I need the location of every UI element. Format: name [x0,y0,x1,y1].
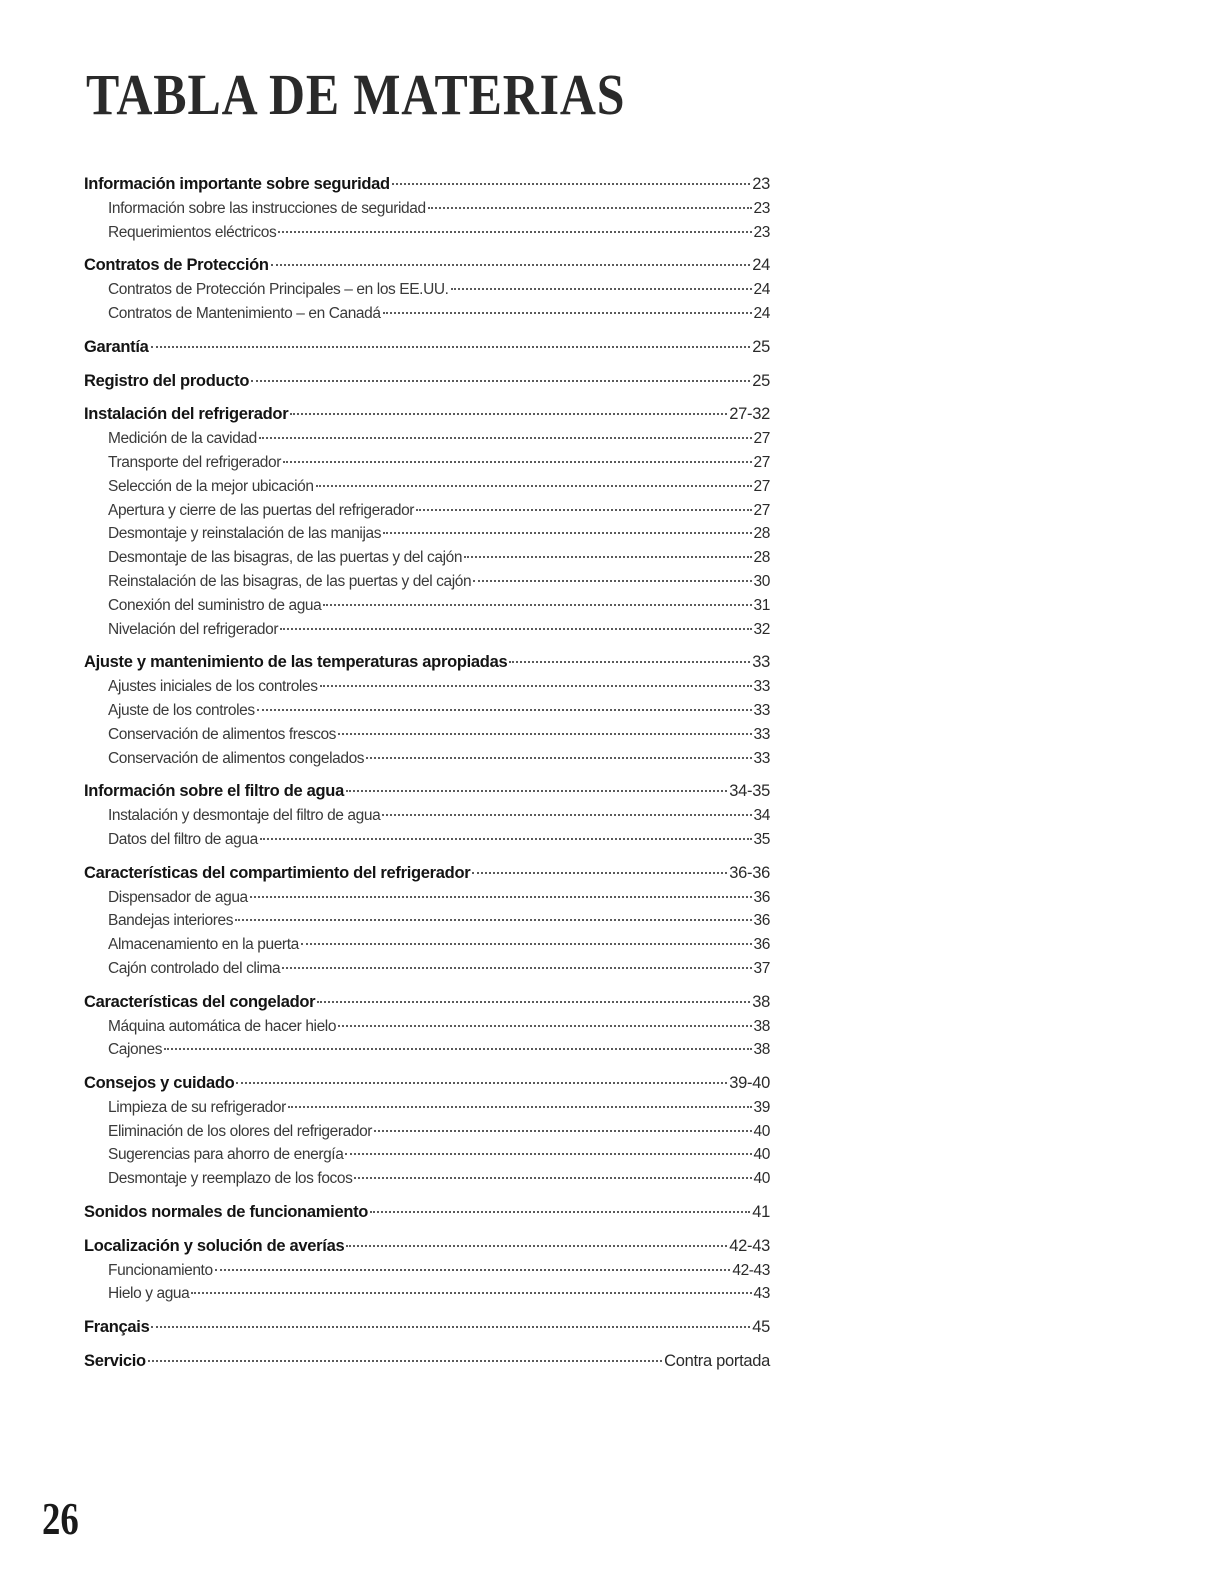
toc-section [84,370,770,394]
toc-subentry-label: Conservación de alimentos congelados [108,749,365,767]
toc-entry[interactable] [84,1201,770,1225]
toc-section [84,1316,770,1340]
toc-subentry[interactable] [84,886,770,910]
toc-subentry-label: Medición de la cavidad [108,430,257,448]
toc-page-number: 34 [753,807,770,825]
toc-page-number: 32 [753,620,770,638]
toc-subentry-label: Apertura y cierre de las puertas del refrigerador [108,501,415,519]
toc-subentry-label: Instalación y desmontaje del filtro de agua [108,807,381,825]
toc-page-number: 36-36 [729,863,770,882]
toc-page-number: 27 [753,453,770,471]
toc-subentry-label: Dispensador de agua [108,888,248,906]
toc-subentry[interactable] [84,546,770,570]
toc-page-number: 24 [753,281,770,299]
toc-page-number: 31 [753,596,770,614]
dot-leader [472,872,727,874]
toc-subentry-label: Desmontaje y reinstalación de las manijas [108,525,382,543]
toc-subentry-label: Hielo y agua [108,1285,190,1303]
toc-page-number: 27 [753,501,770,519]
toc-subentry[interactable] [84,221,770,245]
toc-page-number: 36 [753,936,770,954]
toc-subentry-label: Nivelación del refrigerador [108,620,279,638]
toc-page-number: 28 [753,549,770,567]
toc-subentry-label: Reinstalación de las bisagras, de las puertas y del cajón [108,572,472,590]
dot-leader [290,413,727,415]
dot-leader [346,1245,727,1247]
toc-entry-label: Información sobre el filtro de agua [84,782,344,801]
toc-page-number: 38 [753,1041,770,1059]
toc-subentry[interactable] [84,1038,770,1062]
toc-entry-label: Características del congelador [84,992,316,1011]
toc-subentry-label: Conservación de alimentos frescos [108,725,337,743]
dot-leader [251,380,750,382]
toc-page-number: 25 [752,371,770,390]
toc-subentry-label: Cajones [108,1041,163,1059]
dot-leader [283,461,752,463]
toc-page-number: 33 [753,701,770,719]
dot-leader [151,346,751,348]
dot-leader [366,757,751,759]
toc-page-number: 41 [752,1203,770,1222]
toc-entry-label: Registro del producto [84,371,250,390]
toc-subentry-label: Cajón controlado del clima [108,959,281,977]
toc-page-number: 43 [753,1285,770,1303]
toc-subentry[interactable] [84,909,770,933]
toc-page-number: 28 [753,525,770,543]
toc-entry-label: Contratos de Protección [84,256,269,275]
toc-page-number: 40 [753,1170,770,1188]
toc-page-number: 30 [753,572,770,590]
dot-leader [509,661,750,663]
toc-section [84,991,770,1062]
toc-entry[interactable] [84,370,770,394]
dot-leader [451,288,752,290]
toc-entry-label: Localización y solución de averías [84,1236,345,1255]
toc-page-number: 27 [753,430,770,448]
dot-leader [280,628,751,630]
toc-page-number: 40 [753,1146,770,1164]
toc-page-number: 25 [752,337,770,356]
dot-leader [464,556,751,558]
toc-page-number: 36 [753,888,770,906]
toc-subentry[interactable] [84,723,770,747]
toc-page-number: 24 [752,256,770,275]
toc-entry-label: Instalación del refrigerador [84,405,289,424]
toc-subentry[interactable] [84,499,770,523]
toc-page-number: 33 [753,749,770,767]
toc-page-number: 42-43 [729,1236,770,1255]
toc-subentry[interactable] [84,451,770,475]
toc-subentry[interactable] [84,1282,770,1306]
toc-subentry[interactable] [84,427,770,451]
dot-leader [257,709,752,711]
toc-subentry-label: Máquina automática de hacer hielo [108,1017,337,1035]
dot-leader [236,1082,727,1084]
dot-leader [374,1130,751,1132]
dot-leader [316,485,752,487]
toc-entry[interactable] [84,651,770,675]
toc-entry[interactable] [84,336,770,360]
dot-leader [259,437,752,439]
toc-subentry-label: Almacenamiento en la puerta [108,936,299,954]
toc-section [84,1072,770,1191]
toc-entry-label: Características del compartimiento del refrigerador [84,863,471,882]
toc-entry[interactable] [84,991,770,1015]
dot-leader [317,1001,750,1003]
toc-section [84,862,770,981]
toc-page-number: 33 [753,678,770,696]
toc-subentry[interactable] [84,828,770,852]
toc-subentry-label: Datos del filtro de agua [108,830,258,848]
dot-leader [250,896,752,898]
toc-section [84,651,770,770]
dot-leader [392,183,750,185]
toc-page-number: 38 [752,992,770,1011]
toc-subentry-label: Desmontaje de las bisagras, de las puertas y del cajón [108,549,463,567]
dot-leader [288,1106,752,1108]
toc-subentry[interactable] [84,197,770,221]
toc-page-number: Contra portada [664,1352,770,1371]
toc-page-number: 24 [753,304,770,322]
toc-subentry[interactable] [84,804,770,828]
toc-subentry-label: Ajuste de los controles [108,701,255,719]
toc-page-number: 33 [753,725,770,743]
toc-subentry-label: Funcionamiento [108,1261,213,1279]
toc-entry-label: Información importante sobre seguridad [84,175,390,193]
dot-leader [260,838,752,840]
toc-subentry[interactable] [84,957,770,981]
toc-entry-label: Garantía [84,337,149,356]
toc-subentry[interactable] [84,594,770,618]
dot-leader [235,919,751,921]
toc-subentry[interactable] [84,675,770,699]
toc-subentry[interactable] [84,278,770,302]
toc-page-number: 38 [753,1017,770,1035]
toc-page-number: 37 [753,959,770,977]
toc-entry[interactable] [84,862,770,886]
dot-leader [346,790,727,792]
toc-subentry[interactable] [84,1096,770,1120]
toc-section [84,1235,770,1306]
dot-leader [354,1177,751,1179]
dot-leader [370,1211,750,1213]
dot-leader [301,943,752,945]
toc-subentry-label: Selección de la mejor ubicación [108,477,314,495]
dot-leader [338,733,752,735]
toc-page-number: 39 [753,1098,770,1116]
toc-page-number: 45 [752,1318,770,1337]
dot-leader [428,207,752,209]
dot-leader [278,231,751,233]
toc-subentry-label: Desmontaje y reemplazo de los focos [108,1170,353,1188]
dot-leader [320,685,752,687]
toc-entry[interactable] [84,780,770,804]
dot-leader [282,967,751,969]
toc-subentry-label: Limpieza de su refrigerador [108,1098,286,1116]
toc-subentry-label: Conexión del suministro de agua [108,596,322,614]
toc-subentry-label: Ajustes iniciales de los controles [108,678,318,696]
toc-entry[interactable] [84,403,770,427]
toc-entry-label: Français [84,1318,150,1337]
toc-section [84,403,770,641]
toc-subentry-label: Transporte del refrigerador [108,453,281,471]
toc-subentry[interactable] [84,302,770,326]
toc-entry[interactable] [84,1072,770,1096]
toc-section [84,780,770,851]
dot-leader [382,814,751,816]
toc-page-number: 27 [753,477,770,495]
dot-leader [191,1292,751,1294]
toc-subentry-label: Contratos de Protección Principales – en los EE.UU. [108,281,449,299]
dot-leader [383,532,751,534]
toc-subentry-label: Requerimientos eléctricos [108,223,277,241]
toc-entry[interactable] [84,1235,770,1259]
toc-subentry[interactable] [84,475,770,499]
toc-entry-label: Servicio [84,1352,146,1371]
toc-subentry[interactable] [84,1143,770,1167]
toc-subentry[interactable] [84,522,770,546]
dot-leader [271,264,751,266]
toc-entry[interactable] [84,1316,770,1340]
page-title: TABLA DE MATERIAS [86,62,626,127]
toc-page-number: 23 [752,175,770,193]
toc-subentry[interactable] [84,933,770,957]
toc-section [84,1350,770,1374]
toc-page-number: 33 [752,653,770,672]
dot-leader [383,312,752,314]
toc-subentry-label: Información sobre las instrucciones de seguridad [108,199,426,217]
toc-subentry[interactable] [84,1167,770,1191]
toc-section [84,254,770,325]
toc-subentry-label: Bandejas interiores [108,912,234,930]
dot-leader [473,580,751,582]
toc-subentry[interactable] [84,747,770,771]
dot-leader [164,1048,751,1050]
toc-section [84,173,770,244]
toc-subentry-label: Eliminación de los olores del refrigerador [108,1122,373,1140]
dot-leader [323,604,751,606]
table-of-contents [84,173,770,1384]
toc-subentry[interactable] [84,699,770,723]
dot-leader [416,509,751,511]
toc-subentry-label: Contratos de Mantenimiento – en Canadá [108,304,381,322]
toc-entry-label: Consejos y cuidado [84,1074,235,1093]
dot-leader [151,1326,750,1328]
dot-leader [338,1025,751,1027]
toc-page-number: 40 [753,1122,770,1140]
toc-section [84,336,770,360]
toc-page-number: 35 [753,830,770,848]
toc-subentry-label: Sugerencias para ahorro de energía [108,1146,344,1164]
toc-page-number: 27-32 [729,405,770,424]
toc-entry[interactable] [84,1350,770,1374]
dot-leader [345,1153,751,1155]
page-number: 26 [42,1493,79,1544]
toc-entry-label: Ajuste y mantenimiento de las temperaturas apropiadas [84,653,508,672]
toc-page-number: 23 [753,199,770,217]
toc-entry[interactable] [84,173,770,197]
toc-subentry[interactable] [84,1259,770,1283]
toc-page-number: 23 [753,223,770,241]
dot-leader [215,1269,731,1271]
toc-section [84,1201,770,1225]
dot-leader [148,1360,662,1362]
toc-subentry[interactable] [84,570,770,594]
toc-entry-label: Sonidos normales de funcionamiento [84,1203,369,1222]
toc-subentry[interactable] [84,1015,770,1039]
toc-page-number: 42-43 [732,1261,770,1279]
toc-page-number: 39-40 [729,1074,770,1093]
toc-subentry[interactable] [84,1120,770,1144]
toc-page-number: 36 [753,912,770,930]
toc-page-number: 34-35 [729,782,770,801]
toc-subentry[interactable] [84,618,770,642]
toc-entry[interactable] [84,254,770,278]
